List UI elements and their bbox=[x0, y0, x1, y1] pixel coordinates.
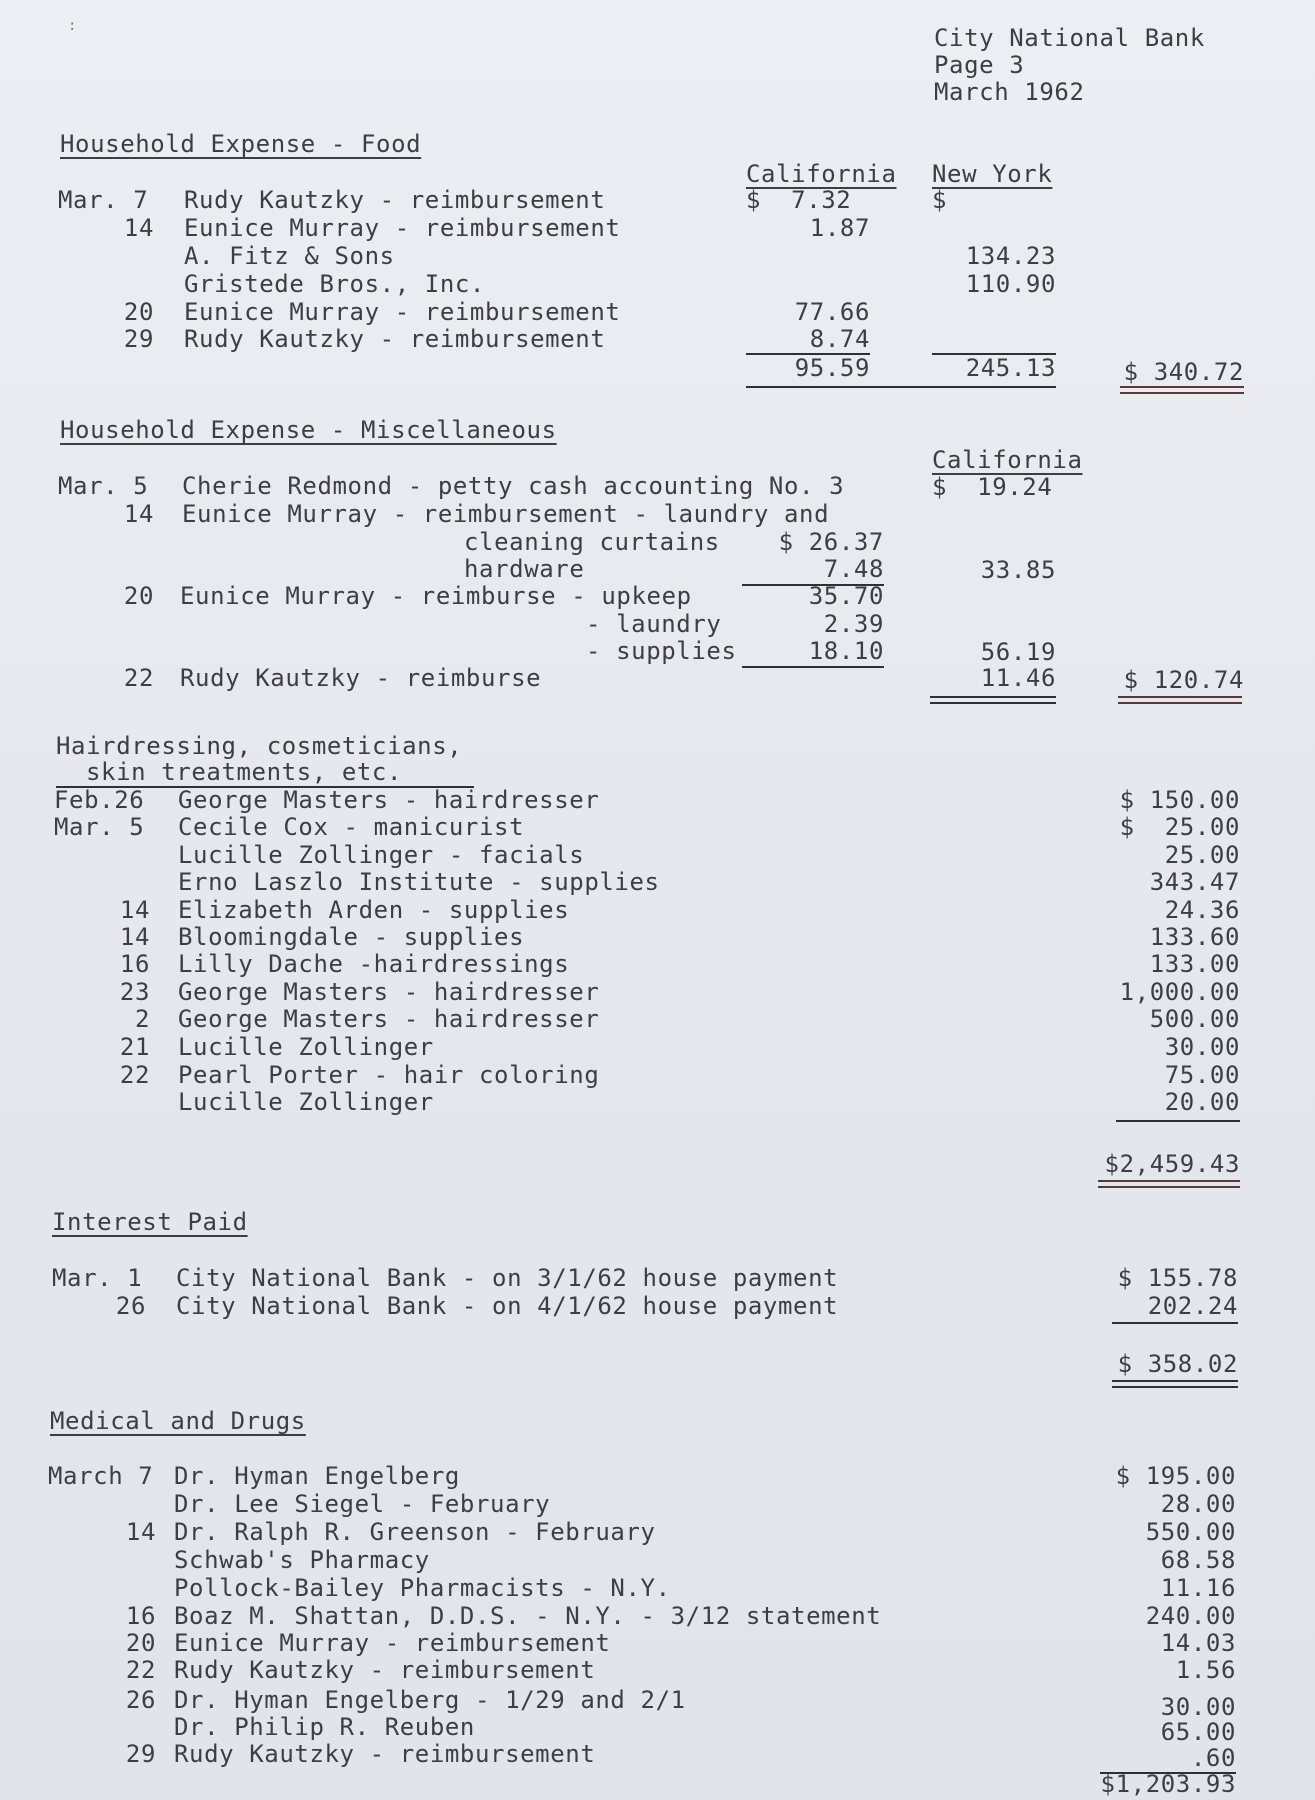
row-amount-california: 1.87 bbox=[809, 214, 870, 242]
total-double-rule bbox=[1118, 696, 1242, 698]
total-double-rule bbox=[1120, 386, 1244, 388]
row-description: Rudy Kautzky - reimburse bbox=[180, 664, 542, 692]
row-amount: 24.36 bbox=[1164, 896, 1240, 924]
row-amount: 550.00 bbox=[1145, 1518, 1236, 1546]
row-description: Rudy Kautzky - reimbursement bbox=[174, 1740, 596, 1768]
row-description: Dr. Hyman Engelberg bbox=[174, 1462, 460, 1490]
row-date: 26 bbox=[125, 1686, 156, 1714]
row-amount: $ 195.00 bbox=[1115, 1462, 1236, 1490]
subtotal-california: 95.59 bbox=[794, 354, 870, 382]
header-page: Page 3 bbox=[934, 51, 1025, 79]
section-total-misc: $ 120.74 bbox=[1123, 666, 1244, 694]
row-amount-newyork: 134.23 bbox=[965, 242, 1056, 270]
row-description: City National Bank - on 4/1/62 house payment bbox=[176, 1292, 839, 1320]
row-date: 14 bbox=[123, 500, 154, 528]
row-description: Lucille Zollinger bbox=[178, 1088, 434, 1116]
row-date: 16 bbox=[125, 1602, 156, 1630]
row-date: 20 bbox=[125, 1629, 156, 1657]
row-date: 20 bbox=[123, 582, 154, 610]
row-amount: 30.00 bbox=[1160, 1693, 1236, 1721]
row-amount: 343.47 bbox=[1149, 868, 1240, 896]
row-description: Lucille Zollinger bbox=[178, 1033, 434, 1061]
section-total-hair: $2,459.43 bbox=[1104, 1150, 1240, 1178]
subtotal-newyork: 245.13 bbox=[965, 354, 1056, 382]
row-date: Mar. 5 bbox=[54, 813, 145, 841]
row-date: March 7 bbox=[48, 1462, 154, 1490]
row-amount: 1.56 bbox=[1175, 1656, 1236, 1684]
row-description: Bloomingdale - supplies bbox=[178, 923, 525, 951]
inner-amount: 7.48 bbox=[823, 555, 884, 583]
row-amount: 240.00 bbox=[1145, 1602, 1236, 1630]
row-amount: 202.24 bbox=[1147, 1292, 1238, 1320]
header-date: March 1962 bbox=[934, 78, 1085, 106]
section-total-interest: $ 358.02 bbox=[1117, 1350, 1238, 1378]
row-date: 22 bbox=[119, 1061, 150, 1089]
subtotal-rule bbox=[1116, 1120, 1240, 1122]
row-description: Dr. Ralph R. Greenson - February bbox=[174, 1518, 656, 1546]
col-header-california: California bbox=[932, 446, 1083, 474]
total-double-rule bbox=[1118, 702, 1242, 704]
inner-amount: 18.10 bbox=[808, 637, 884, 665]
row-description: Eunice Murray - reimbursement - laundry and bbox=[182, 500, 830, 528]
inner-amount: 2.39 bbox=[823, 610, 884, 638]
section-title-hair: Hairdressing, cosmeticians, bbox=[56, 732, 463, 760]
misc-amount: 56.19 bbox=[980, 638, 1056, 666]
row-description: Cecile Cox - manicurist bbox=[178, 813, 525, 841]
section-title-food: Household Expense - Food bbox=[60, 130, 422, 158]
row-description: A. Fitz & Sons bbox=[184, 242, 395, 270]
row-description: Rudy Kautzky - reimbursement bbox=[184, 325, 606, 353]
row-date: 16 bbox=[119, 950, 150, 978]
row-description: Boaz M. Shattan, D.D.S. - N.Y. - 3/12 statement bbox=[174, 1602, 882, 1630]
total-double-rule bbox=[1120, 392, 1244, 394]
row-description: Eunice Murray - reimbursement bbox=[184, 214, 621, 242]
row-description: City National Bank - on 3/1/62 house payment bbox=[176, 1264, 839, 1292]
row-amount: 14.03 bbox=[1160, 1629, 1236, 1657]
row-date: 2 bbox=[134, 1005, 150, 1033]
row-description: Eunice Murray - reimburse - upkeep bbox=[180, 582, 692, 610]
row-amount: 28.00 bbox=[1160, 1490, 1236, 1518]
row-date: 26 bbox=[115, 1292, 146, 1320]
row-amount-california: $ 7.32 bbox=[746, 186, 852, 214]
row-description: Erno Laszlo Institute - supplies bbox=[178, 868, 660, 896]
row-amount: 133.60 bbox=[1149, 923, 1240, 951]
row-description: Pearl Porter - hair coloring bbox=[178, 1061, 600, 1089]
row-amount: $ 155.78 bbox=[1117, 1264, 1238, 1292]
row-date: 20 bbox=[123, 298, 154, 326]
row-amount: 68.58 bbox=[1160, 1546, 1236, 1574]
row-amount: 75.00 bbox=[1164, 1061, 1240, 1089]
row-amount: 25.00 bbox=[1164, 841, 1240, 869]
col-header-california: California bbox=[746, 160, 897, 188]
misc-amount: 33.85 bbox=[980, 556, 1056, 584]
row-date: Mar. 1 bbox=[52, 1264, 143, 1292]
misc-amount: 11.46 bbox=[980, 664, 1056, 692]
row-description: cleaning curtains bbox=[464, 528, 720, 556]
row-description: Lucille Zollinger - facials bbox=[178, 841, 585, 869]
row-description: George Masters - hairdresser bbox=[178, 978, 600, 1006]
row-amount: $ 25.00 bbox=[1119, 813, 1240, 841]
row-amount: 1,000.00 bbox=[1119, 978, 1240, 1006]
section-total-medical: $1,203.93 bbox=[1100, 1770, 1236, 1798]
inner-amount: $ 26.37 bbox=[778, 528, 884, 556]
header-bank: City National Bank bbox=[934, 24, 1205, 52]
row-description: Dr. Hyman Engelberg - 1/29 and 2/1 bbox=[174, 1686, 686, 1714]
row-date: 14 bbox=[125, 1518, 156, 1546]
row-date: 14 bbox=[123, 214, 154, 242]
row-amount: 133.00 bbox=[1149, 950, 1240, 978]
total-double-rule bbox=[1098, 1180, 1240, 1182]
row-amount: 500.00 bbox=[1149, 1005, 1240, 1033]
row-date: 23 bbox=[119, 978, 150, 1006]
col-header-newyork: New York bbox=[932, 160, 1053, 188]
row-amount: 11.16 bbox=[1160, 1574, 1236, 1602]
row-description: Rudy Kautzky - reimbursement bbox=[174, 1656, 596, 1684]
section-total-food: $ 340.72 bbox=[1123, 358, 1244, 386]
row-description: Lilly Dache -hairdressings bbox=[178, 950, 570, 978]
total-double-rule bbox=[1112, 1386, 1238, 1388]
section-title-interest: Interest Paid bbox=[52, 1208, 248, 1236]
row-description: - supplies bbox=[586, 637, 737, 665]
row-amount: .60 bbox=[1190, 1744, 1236, 1772]
row-amount-newyork: 110.90 bbox=[965, 270, 1056, 298]
row-date: 22 bbox=[125, 1656, 156, 1684]
row-description: Cherie Redmond - petty cash accounting No. 3 bbox=[182, 472, 845, 500]
row-description: Eunice Murray - reimbursement bbox=[174, 1629, 611, 1657]
row-description: hardware bbox=[464, 555, 585, 583]
row-description: George Masters - hairdresser bbox=[178, 1005, 600, 1033]
inner-amount: 35.70 bbox=[808, 582, 884, 610]
row-date: Mar. 7 bbox=[58, 186, 149, 214]
row-description: Eunice Murray - reimbursement bbox=[184, 298, 621, 326]
section-title-misc: Household Expense - Miscellaneous bbox=[60, 416, 557, 444]
misc-first-amount: $ 19.24 bbox=[932, 473, 1053, 501]
row-description: Elizabeth Arden - supplies bbox=[178, 896, 570, 924]
row-description: George Masters - hairdresser bbox=[178, 786, 600, 814]
row-description: Dr. Lee Siegel - February bbox=[174, 1490, 551, 1518]
row-amount: 65.00 bbox=[1160, 1718, 1236, 1746]
section-title-hair-line2: skin treatments, etc. bbox=[86, 758, 403, 786]
row-date: 29 bbox=[125, 1740, 156, 1768]
row-date: 14 bbox=[119, 896, 150, 924]
row-amount-california: 8.74 bbox=[809, 325, 870, 353]
row-date: Feb.26 bbox=[54, 786, 145, 814]
row-amount-california: 77.66 bbox=[794, 298, 870, 326]
row-description: Gristede Bros., Inc. bbox=[184, 270, 485, 298]
total-double-rule bbox=[1098, 1186, 1240, 1188]
total-double-rule bbox=[930, 696, 1056, 698]
subtotal-rule bbox=[1112, 1322, 1238, 1324]
row-date: Mar. 5 bbox=[58, 472, 149, 500]
total-double-rule bbox=[746, 386, 1056, 388]
ink-mark: : bbox=[68, 18, 77, 34]
row-description: - laundry bbox=[586, 610, 722, 638]
section-title-medical: Medical and Drugs bbox=[50, 1407, 306, 1435]
row-amount: $ 150.00 bbox=[1119, 786, 1240, 814]
inner-rule bbox=[742, 666, 884, 668]
row-amount: 30.00 bbox=[1164, 1033, 1240, 1061]
row-description: Rudy Kautzky - reimbursement bbox=[184, 186, 606, 214]
row-date: 21 bbox=[119, 1033, 150, 1061]
row-date: 14 bbox=[119, 923, 150, 951]
row-amount: 20.00 bbox=[1164, 1088, 1240, 1116]
row-date: 29 bbox=[123, 325, 154, 353]
total-double-rule bbox=[930, 702, 1056, 704]
row-date: 22 bbox=[123, 664, 154, 692]
total-double-rule bbox=[1112, 1380, 1238, 1382]
row-description: Dr. Philip R. Reuben bbox=[174, 1713, 475, 1741]
row-description: Schwab's Pharmacy bbox=[174, 1546, 430, 1574]
row-description: Pollock-Bailey Pharmacists - N.Y. bbox=[174, 1574, 671, 1602]
row-amount-newyork: $ bbox=[932, 186, 948, 214]
